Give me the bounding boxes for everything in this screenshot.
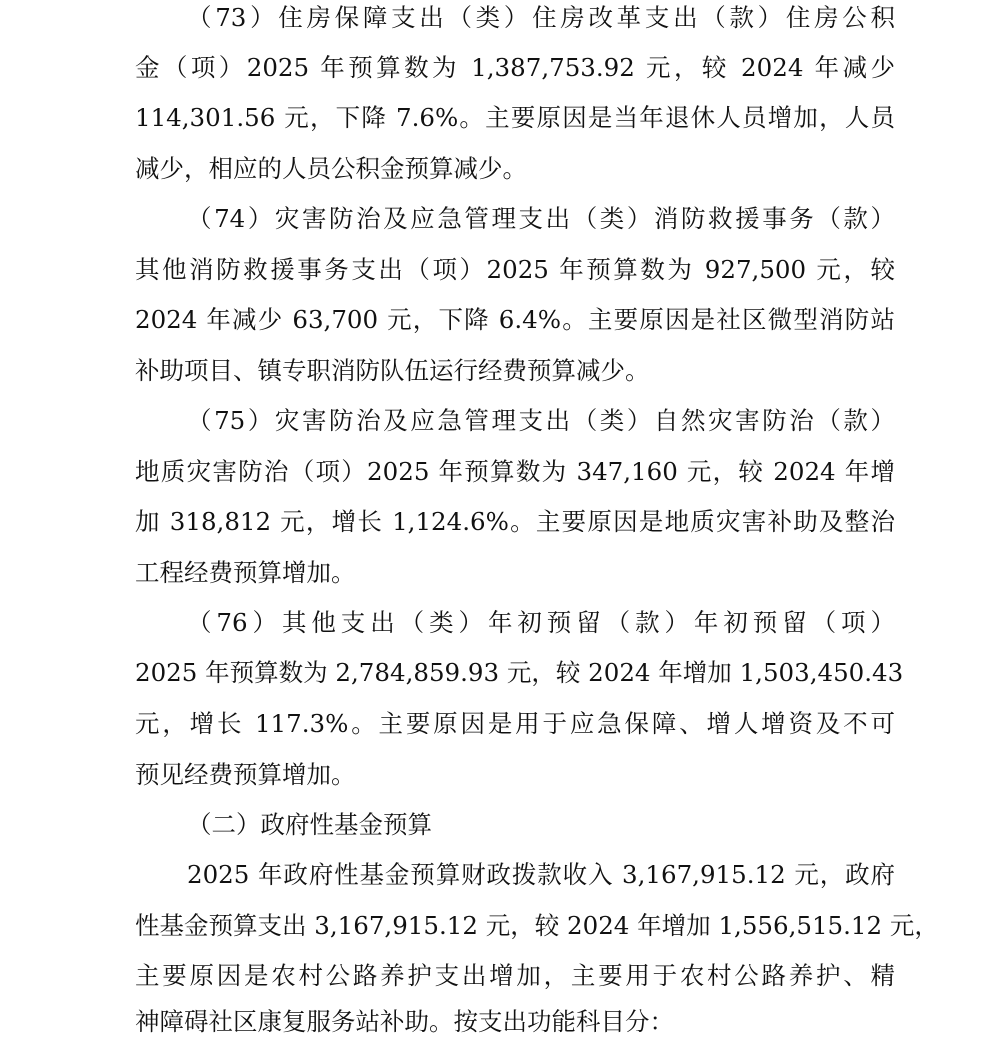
paragraph-74-line-2: 其他消防救援事务支出（项）2025 年预算数为 927,500 元，较 [135,255,895,284]
paragraph-73-line-2: 金（项）2025 年预算数为 1,387,753.92 元，较 2024 年减少 [135,53,895,82]
fund-paragraph-line-3: 主要原因是农村公路养护支出增加，主要用于农村公路养护、精 [135,961,895,990]
paragraph-74-line-3: 2024 年减少 63,700 元，下降 6.4%。主要原因是社区微型消防站 [135,305,895,334]
paragraph-73-line-3: 114,301.56 元，下降 7.6%。主要原因是当年退休人员增加，人员 [135,103,895,132]
paragraph-76-line-1: （76）其他支出（类）年初预留（款）年初预留（项） [187,608,895,637]
section-heading: （二）政府性基金预算 [187,810,432,839]
paragraph-73-line-1: （73）住房保障支出（类）住房改革支出（款）住房公积 [187,3,895,32]
paragraph-74-line-4: 补助项目、镇专职消防队伍运行经费预算减少。 [135,356,650,385]
paragraph-73-line-4: 减少，相应的人员公积金预算减少。 [135,154,527,183]
paragraph-74-line-1: （74）灾害防治及应急管理支出（类）消防救援事务（款） [187,204,895,233]
paragraph-75-line-4: 工程经费预算增加。 [135,558,356,587]
fund-paragraph-line-2: 性基金预算支出 3,167,915.12 元，较 2024 年增加 1,556,515.12 元， [135,911,939,940]
paragraph-76-line-4: 预见经费预算增加。 [135,760,356,789]
paragraph-76-line-3: 元，增长 117.3%。主要原因是用于应急保障、增人增资及不可 [135,709,895,738]
paragraph-75-line-2: 地质灾害防治（项）2025 年预算数为 347,160 元，较 2024 年增 [135,457,895,486]
paragraph-75-line-3: 加 318,812 元，增长 1,124.6%。主要原因是地质灾害补助及整治 [135,507,895,536]
fund-paragraph-line-1: 2025 年政府性基金预算财政拨款收入 3,167,915.12 元，政府 [187,860,895,889]
paragraph-76-line-2: 2025 年预算数为 2,784,859.93 元，较 2024 年增加 1,503,450.43 [135,658,904,687]
fund-paragraph-line-4: 神障碍社区康复服务站补助。按支出功能科目分： [135,1007,674,1036]
paragraph-75-line-1: （75）灾害防治及应急管理支出（类）自然灾害防治（款） [187,406,895,435]
